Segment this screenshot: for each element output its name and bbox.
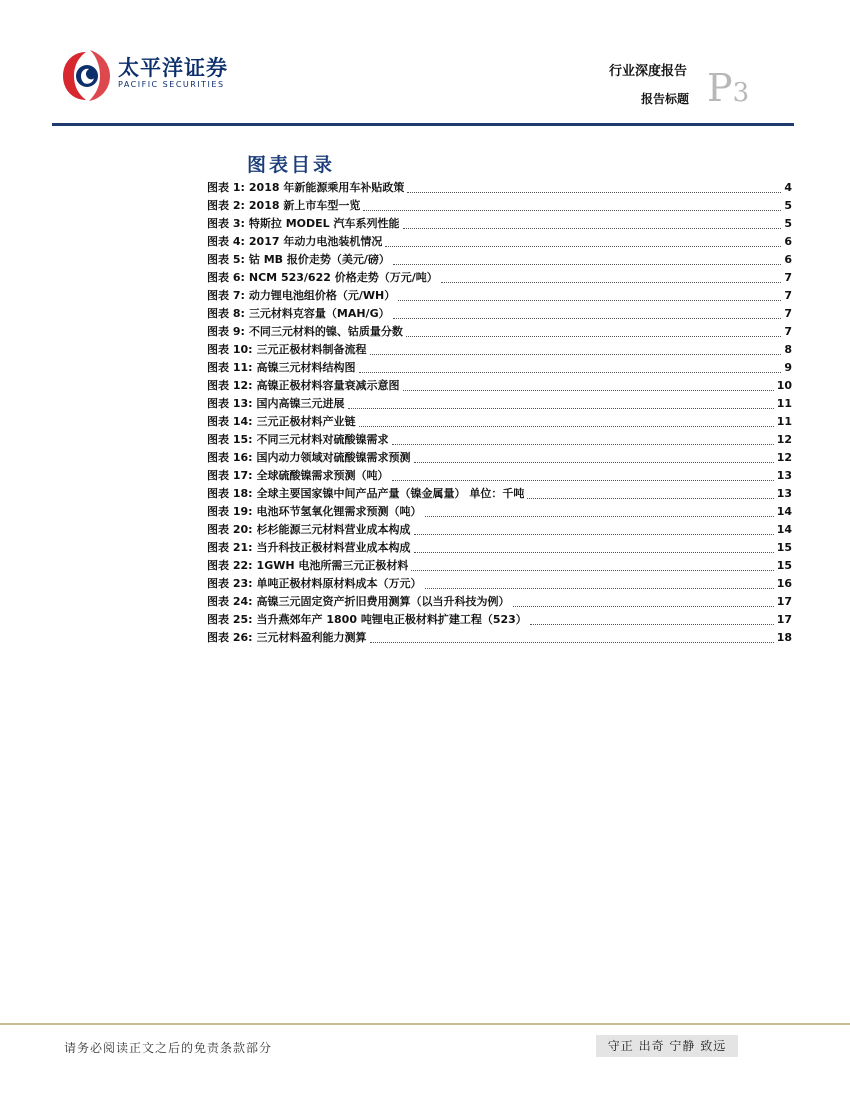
toc-entry[interactable] xyxy=(207,215,792,233)
toc-entry[interactable] xyxy=(207,539,792,557)
toc-dot-leader xyxy=(406,335,781,337)
toc-entry-page: 7 xyxy=(784,289,792,302)
toc-entry-page: 15 xyxy=(776,541,792,554)
toc-dot-leader xyxy=(407,191,781,193)
toc-entry[interactable] xyxy=(207,449,792,467)
toc-dot-leader xyxy=(530,623,774,625)
toc-entry[interactable] xyxy=(207,431,792,449)
toc-entry[interactable] xyxy=(207,467,792,485)
toc-entry-text: 动力锂电池组价格（元/WH） xyxy=(248,289,396,302)
toc-entry-label: 图表 23: xyxy=(207,577,253,590)
toc-entry[interactable] xyxy=(207,251,792,269)
page-number-value: 3 xyxy=(732,78,750,108)
toc-entry-text: 不同三元材料的镍、钴质量分数 xyxy=(248,325,403,338)
toc-entry-text: 单吨正极材料原材料成本（万元） xyxy=(256,577,422,590)
toc-entry-page: 11 xyxy=(776,415,792,428)
footer-motto: 守正 出奇 宁静 致远 xyxy=(596,1035,738,1057)
toc-entry-page: 18 xyxy=(776,631,792,644)
toc-entry[interactable] xyxy=(207,197,792,215)
toc-entry[interactable] xyxy=(207,575,792,593)
toc-entry-page: 10 xyxy=(776,379,792,392)
toc-entry-label: 图表 12: xyxy=(207,379,253,392)
toc-dot-leader xyxy=(398,299,781,301)
toc-entry-page: 4 xyxy=(784,181,792,194)
toc-entry-page: 14 xyxy=(776,505,792,518)
toc-entry-label: 图表 4: xyxy=(207,235,245,248)
toc-entry[interactable] xyxy=(207,359,792,377)
toc-entry-text: 高镍三元材料结构图 xyxy=(256,361,356,374)
toc-entry-page: 5 xyxy=(784,199,792,212)
toc-entry-label: 图表 2: xyxy=(207,199,245,212)
toc-dot-leader xyxy=(513,605,774,607)
toc-entry-text: 当升燕郊年产 1800 吨锂电正极材料扩建工程（523） xyxy=(256,613,527,626)
toc-entry-label: 图表 6: xyxy=(207,271,245,284)
toc-entry[interactable] xyxy=(207,485,792,503)
toc-entry-text: 三元材料克容量（MAH/G） xyxy=(248,307,390,320)
toc-entry-page: 6 xyxy=(784,235,792,248)
toc-entry-page: 9 xyxy=(784,361,792,374)
toc-dot-leader xyxy=(348,407,774,409)
toc-dot-leader xyxy=(527,497,773,499)
toc-entry-page: 7 xyxy=(784,307,792,320)
toc-entry-text: 2017 年动力电池装机情况 xyxy=(248,235,383,248)
toc-entry-text: 国内动力领域对硫酸镍需求预测 xyxy=(256,451,411,464)
toc-entry[interactable] xyxy=(207,305,792,323)
toc-entry-page: 8 xyxy=(784,343,792,356)
toc-entry[interactable] xyxy=(207,179,792,197)
toc-entry-text: 高镍三元固定资产折旧费用测算（以当升科技为例） xyxy=(256,595,510,608)
toc-title: 图表目录 xyxy=(247,154,336,176)
page-header xyxy=(0,0,850,130)
toc-dot-leader xyxy=(441,281,782,283)
toc-entry-page: 16 xyxy=(776,577,792,590)
toc-entry[interactable] xyxy=(207,593,792,611)
toc-dot-leader xyxy=(425,515,774,517)
toc-dot-leader xyxy=(425,587,774,589)
toc-entry[interactable] xyxy=(207,287,792,305)
toc-entry[interactable] xyxy=(207,521,792,539)
toc-entry-label: 图表 11: xyxy=(207,361,253,374)
toc-entry-label: 图表 7: xyxy=(207,289,245,302)
toc-entry-page: 13 xyxy=(776,487,792,500)
toc-dot-leader xyxy=(363,209,781,211)
report-title: 报告标题 xyxy=(640,92,689,106)
toc-dot-leader xyxy=(414,551,774,553)
toc-dot-leader xyxy=(392,443,774,445)
page-number xyxy=(707,66,749,110)
toc-entry-text: 2018 年新能源乘用车补贴政策 xyxy=(248,181,405,194)
logo-chinese-name: 太平洋证券 xyxy=(118,56,228,80)
header-divider xyxy=(52,123,794,126)
toc-entry-label: 图表 1: xyxy=(207,181,245,194)
toc-entry-page: 14 xyxy=(776,523,792,536)
toc-entry-text: 2018 新上市车型一览 xyxy=(248,199,361,212)
toc-entry-text: 电池环节氢氧化锂需求预测（吨） xyxy=(256,505,422,518)
toc-entry-text: 三元材料盈利能力测算 xyxy=(256,631,367,644)
toc-dot-leader xyxy=(414,461,774,463)
toc-entry-label: 图表 19: xyxy=(207,505,253,518)
toc-entry-page: 11 xyxy=(776,397,792,410)
pacific-securities-logo-icon xyxy=(60,48,112,104)
toc-dot-leader xyxy=(359,425,774,427)
toc-entry-label: 图表 26: xyxy=(207,631,253,644)
toc-list xyxy=(207,179,792,647)
toc-entry-page: 15 xyxy=(776,559,792,572)
toc-entry[interactable] xyxy=(207,503,792,521)
toc-entry-label: 图表 5: xyxy=(207,253,245,266)
toc-entry-label: 图表 25: xyxy=(207,613,253,626)
toc-entry-text: NCM 523/622 价格走势（万元/吨） xyxy=(248,271,438,284)
footer-divider xyxy=(0,1023,850,1025)
toc-entry[interactable] xyxy=(207,413,792,431)
toc-dot-leader xyxy=(370,641,774,643)
toc-entry[interactable] xyxy=(207,611,792,629)
report-type: 行业深度报告 xyxy=(608,64,687,79)
toc-entry-page: 17 xyxy=(776,613,792,626)
toc-entry[interactable] xyxy=(207,233,792,251)
toc-dot-leader xyxy=(385,245,781,247)
toc-entry-text: 全球主要国家镍中间产品产量（镍金属量） 单位：千吨 xyxy=(256,487,525,500)
logo-english-name: PACIFIC SECURITIES xyxy=(118,80,225,89)
toc-entry[interactable] xyxy=(207,629,792,647)
toc-entry-label: 图表 3: xyxy=(207,217,245,230)
toc-entry-text: 国内高镍三元进展 xyxy=(256,397,345,410)
toc-dot-leader xyxy=(403,389,774,391)
toc-entry-page: 13 xyxy=(776,469,792,482)
toc-entry-label: 图表 16: xyxy=(207,451,253,464)
toc-entry-text: 全球硫酸镍需求预测（吨） xyxy=(256,469,389,482)
toc-entry-text: 三元正极材料产业链 xyxy=(256,415,356,428)
toc-entry-text: 高镍正极材料容量衰减示意图 xyxy=(256,379,400,392)
toc-entry-label: 图表 13: xyxy=(207,397,253,410)
toc-entry-label: 图表 15: xyxy=(207,433,253,446)
toc-dot-leader xyxy=(403,227,782,229)
toc-entry-text: 特斯拉 MODEL 汽车系列性能 xyxy=(248,217,400,230)
toc-entry-page: 6 xyxy=(784,253,792,266)
toc-dot-leader xyxy=(411,569,773,571)
toc-entry-page: 7 xyxy=(784,271,792,284)
toc-entry-page: 7 xyxy=(784,325,792,338)
toc-dot-leader xyxy=(359,371,782,373)
toc-entry-label: 图表 9: xyxy=(207,325,245,338)
toc-entry-page: 17 xyxy=(776,595,792,608)
toc-entry[interactable] xyxy=(207,341,792,359)
toc-entry[interactable] xyxy=(207,269,792,287)
page-prefix: P xyxy=(707,66,733,110)
toc-entry-page: 5 xyxy=(784,217,792,230)
toc-entry-label: 图表 10: xyxy=(207,343,253,356)
company-logo xyxy=(60,48,240,108)
toc-dot-leader xyxy=(393,263,781,265)
toc-entry-page: 12 xyxy=(776,433,792,446)
toc-entry-text: 不同三元材料对硫酸镍需求 xyxy=(256,433,389,446)
toc-entry-text: 三元正极材料制备流程 xyxy=(256,343,367,356)
toc-entry[interactable] xyxy=(207,395,792,413)
toc-entry-label: 图表 24: xyxy=(207,595,253,608)
toc-entry-page: 12 xyxy=(776,451,792,464)
footer-disclaimer: 请务必阅读正文之后的免责条款部分 xyxy=(64,1041,273,1055)
toc-dot-leader xyxy=(393,317,782,319)
toc-entry-label: 图表 14: xyxy=(207,415,253,428)
toc-entry-label: 图表 21: xyxy=(207,541,253,554)
toc-entry-label: 图表 18: xyxy=(207,487,253,500)
toc-entry-label: 图表 20: xyxy=(207,523,253,536)
toc-entry[interactable] xyxy=(207,377,792,395)
toc-dot-leader xyxy=(370,353,782,355)
toc-dot-leader xyxy=(392,479,774,481)
toc-entry-label: 图表 8: xyxy=(207,307,245,320)
toc-entry-text: 1GWH 电池所需三元正极材料 xyxy=(256,559,409,572)
toc-entry[interactable] xyxy=(207,557,792,575)
toc-entry-label: 图表 22: xyxy=(207,559,253,572)
toc-entry-text: 当升科技正极材料营业成本构成 xyxy=(256,541,411,554)
toc-entry-text: 杉杉能源三元材料营业成本构成 xyxy=(256,523,411,536)
toc-entry-label: 图表 17: xyxy=(207,469,253,482)
toc-entry-text: 钴 MB 报价走势（美元/磅） xyxy=(248,253,390,266)
toc-dot-leader xyxy=(414,533,774,535)
toc-entry[interactable] xyxy=(207,323,792,341)
